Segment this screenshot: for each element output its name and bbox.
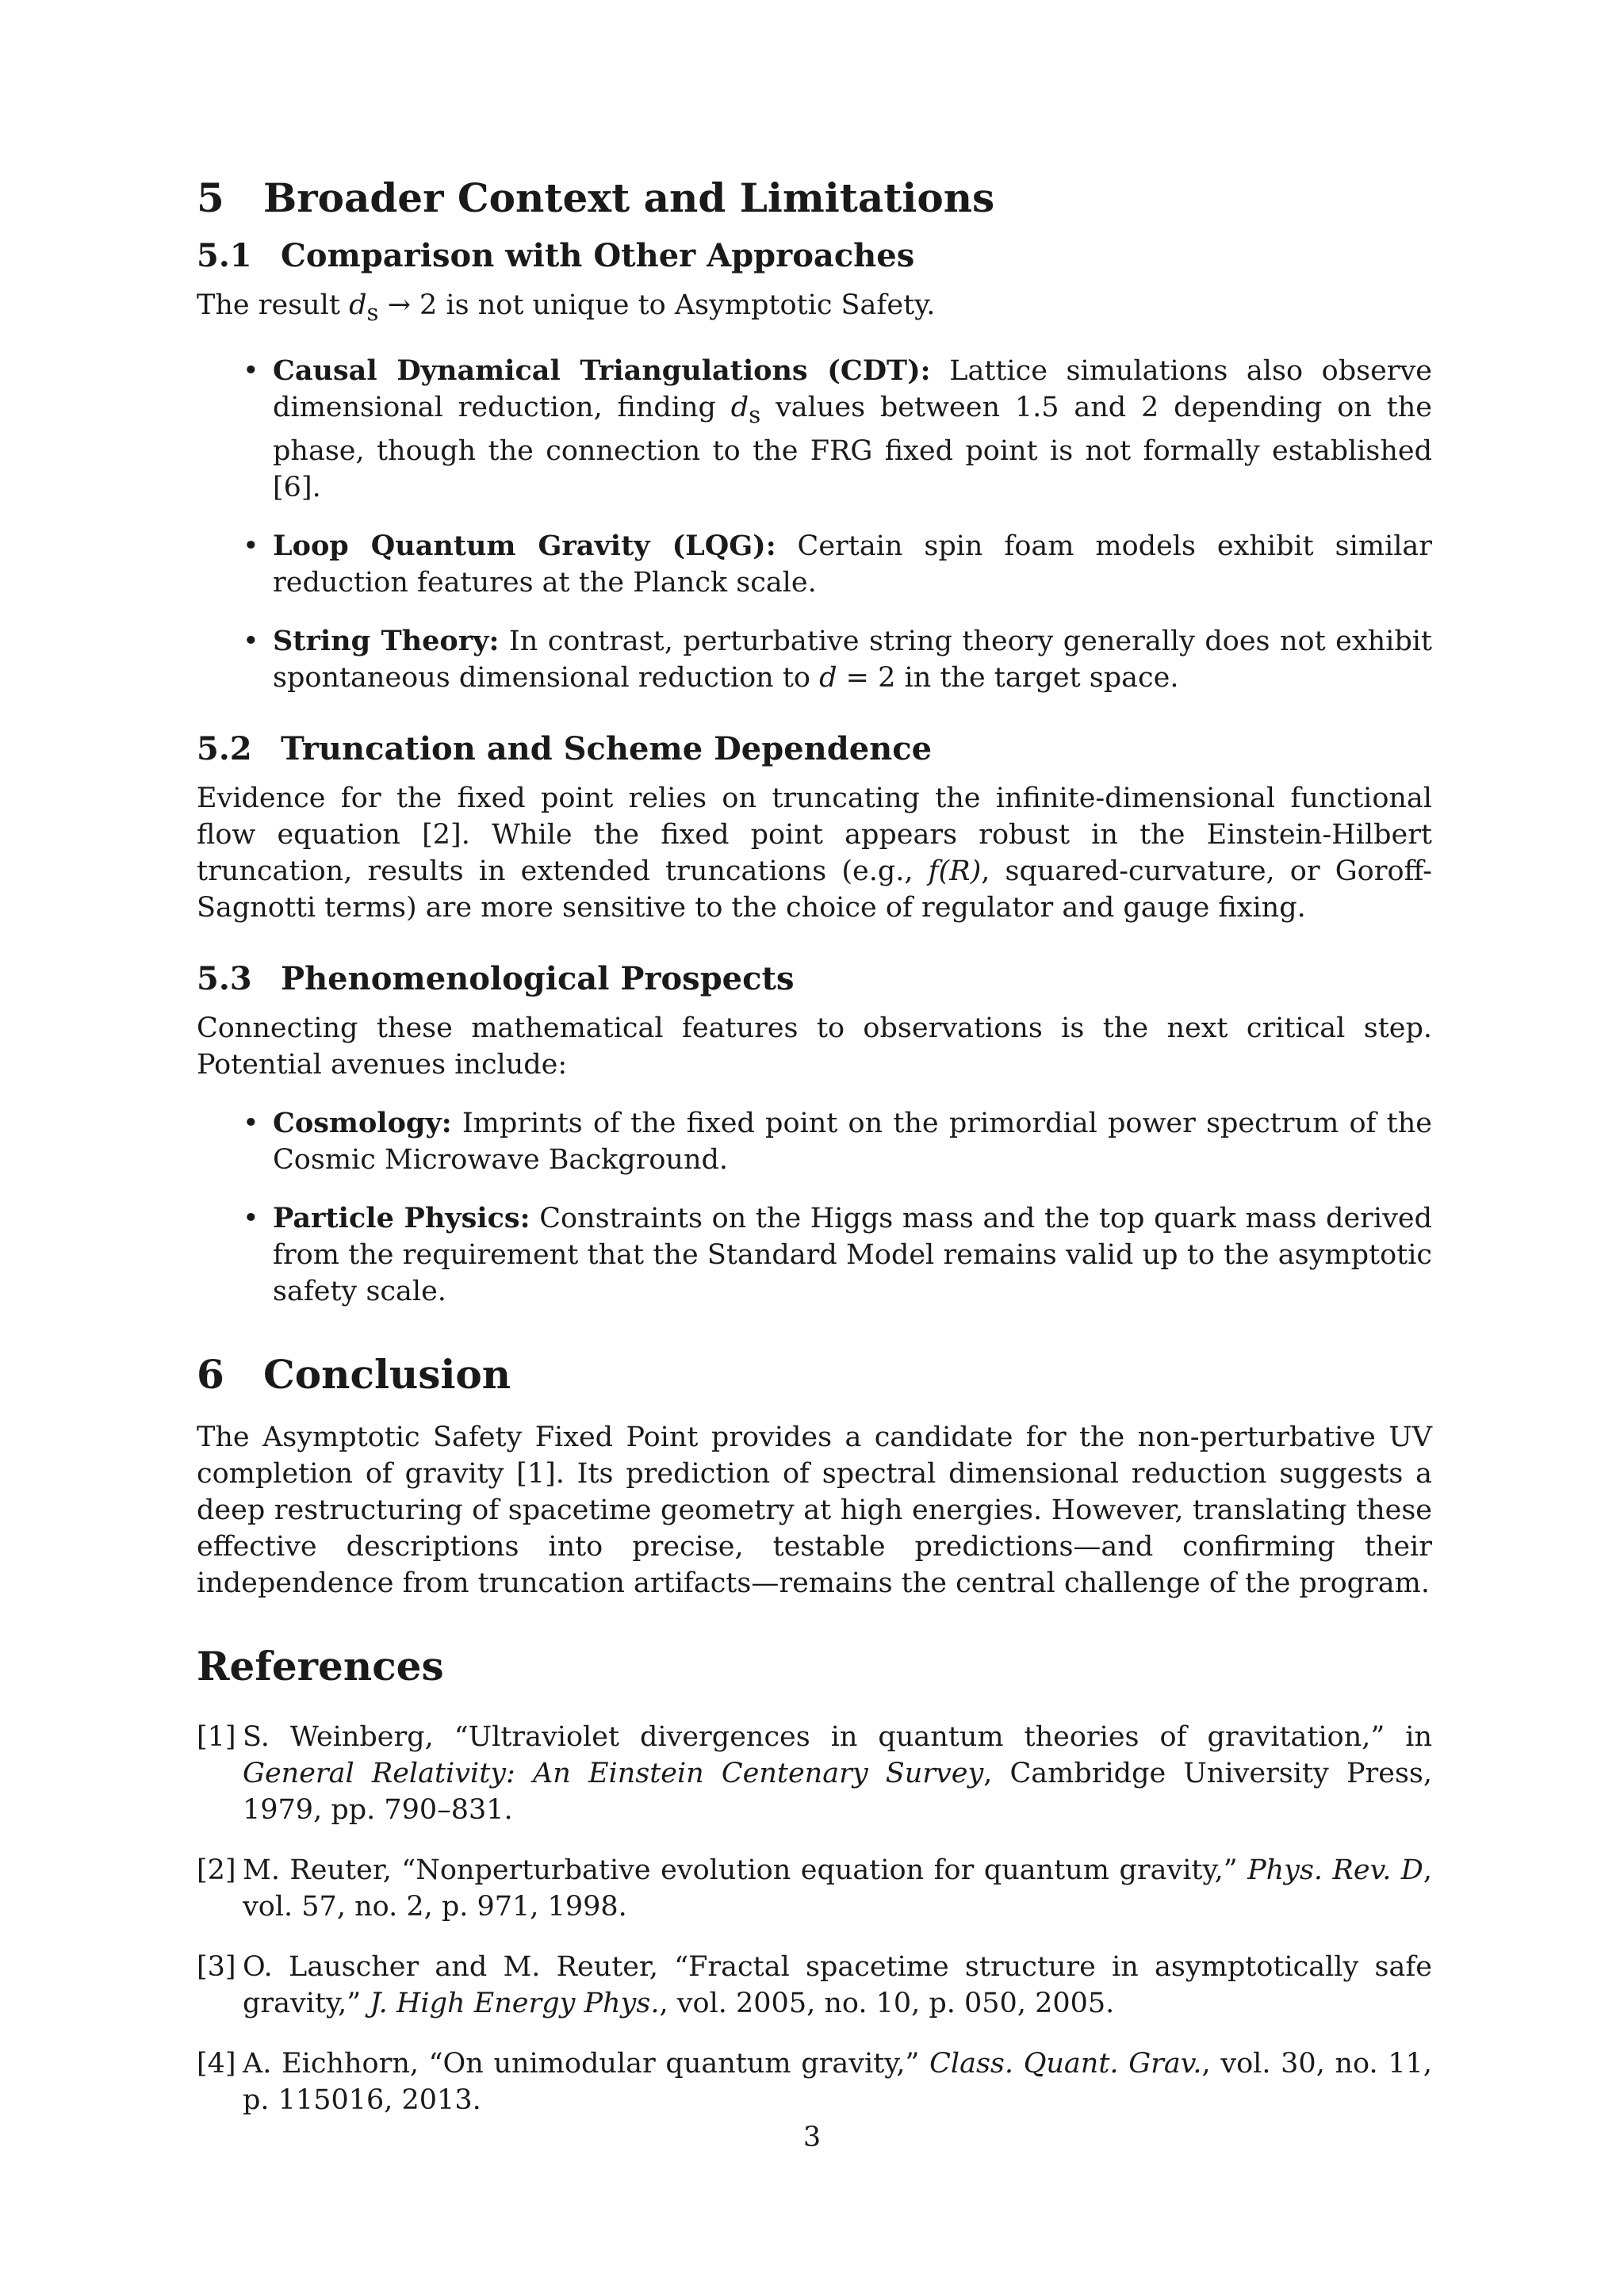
references-list [197, 1719, 1432, 2118]
text-run: Imprints of the fixed point on the primordial power spectrum of the Cosmic Microwave Background. [273, 1108, 1432, 1176]
subsection-number: 5.1 [197, 237, 252, 274]
math-d: d [349, 289, 367, 321]
reference-number: [2] [197, 1854, 236, 1886]
reference-number: [3] [197, 1951, 236, 1983]
text-run: , vol. 57, no. 2, p. 971, 1998. [243, 1854, 1432, 1923]
reference-item [197, 2045, 1432, 2118]
text-run: , vol. 30, no. 11, p. 115016, 2013. [243, 2048, 1432, 2116]
text-run: A. Eichhorn, “On unimodular quantum gravity,” [243, 2048, 930, 2080]
subsection-title: Phenomenological Prospects [281, 960, 795, 997]
approaches-list [197, 353, 1432, 696]
subsection-5-3-heading [197, 959, 1432, 999]
list-item [197, 1105, 1432, 1178]
text-run: Constraints on the Higgs mass and the top quark mass derived from the requirement that the Standard Model remains valid up to the asymptotic safety scale. [273, 1203, 1432, 1307]
text-run: is not unique to Asymptotic Safety. [437, 289, 936, 321]
text-run: values between 1.5 and 2 depending on the phase, though the connection to the FRG fixed point is not formally established [6]. [273, 392, 1432, 503]
subsection-title: Comparison with Other Approaches [281, 237, 915, 274]
paper-page [197, 174, 1432, 2142]
math-d: d [819, 662, 837, 694]
item-label: String Theory: [273, 625, 500, 657]
text-run: , Cambridge University Press, 1979, pp. 790–831. [243, 1758, 1432, 1826]
text-run: In contrast, perturbative string theory generally does not exhibit spontaneous dimensional reduction to [273, 626, 1432, 694]
math-f-of-r: f(R) [928, 855, 982, 887]
text-run: M. Reuter, “Nonperturbative evolution equation for quantum gravity,” [243, 1854, 1248, 1886]
subsection-5-1-heading [197, 236, 1432, 276]
prospects-list [197, 1105, 1432, 1310]
item-label: Cosmology: [273, 1107, 452, 1139]
reference-venue: Phys. Rev. D [1247, 1854, 1423, 1886]
text-run: Lattice simulations also observe dimensional reduction, finding [273, 355, 1432, 423]
text-run: S. Weinberg, “Ultraviolet divergences in quantum theories of gravitation,” in [243, 1721, 1432, 1753]
section-title: Conclusion [263, 1351, 511, 1398]
text-run: = 2 in the target space. [837, 662, 1179, 694]
item-label: Loop Quantum Gravity (LQG): [273, 530, 776, 562]
reference-item [197, 1719, 1432, 1828]
reference-number: [1] [197, 1721, 236, 1753]
subsection-number: 5.2 [197, 730, 252, 767]
math-subscript: s [366, 299, 379, 326]
subsection-title: Truncation and Scheme Dependence [281, 730, 933, 767]
paragraph-5-2 [197, 780, 1432, 926]
text-run: Evidence for the fixed point relies on truncating the infinite-dimensional functional flow equation [2]. While the fixed point appears robust in the Einstein-Hilbert truncation, results in extended truncations (e.g., [197, 783, 1432, 887]
text-run: , squared-curvature, or Goroff-Sagnotti terms) are more sensitive to the choice of regulator and gauge fixing. [197, 855, 1432, 924]
references-heading: References [197, 1643, 444, 1689]
subsection-5-2-heading [197, 729, 1432, 769]
math-arrow: → 2 [378, 289, 438, 321]
paragraph-5-1-intro [197, 287, 1432, 331]
section-number: 5 [197, 174, 224, 221]
section-6-heading [197, 1351, 1432, 1399]
section-number: 6 [197, 1351, 224, 1398]
text-run: Certain spin foam models exhibit similar reduction features at the Planck scale. [273, 530, 1432, 599]
list-item [197, 623, 1432, 696]
reference-venue: General Relativity: An Einstein Centenary Survey [243, 1758, 984, 1789]
item-label: Causal Dynamical Triangulations (CDT): [273, 354, 931, 387]
reference-item [197, 1949, 1432, 2022]
list-item [197, 353, 1432, 506]
section-title: Broader Context and Limitations [263, 174, 995, 221]
reference-venue: Class. Quant. Grav. [929, 2048, 1202, 2080]
subsection-number: 5.3 [197, 960, 252, 997]
text-run: The result [197, 289, 350, 321]
text-run: O. Lauscher and M. Reuter, “Fractal spacetime structure in asymptotically safe gravity,” [243, 1951, 1432, 2019]
list-item [197, 1200, 1432, 1310]
section-5-heading [197, 174, 1432, 222]
reference-item [197, 1852, 1432, 1925]
math-subscript: s [749, 401, 761, 428]
math-d: d [730, 392, 749, 423]
paragraph-5-3-intro: Connecting these mathematical features to observations is the next critical step. Potential avenues include: [197, 1012, 1432, 1081]
conclusion-paragraph: The Asymptotic Safety Fixed Point provides a candidate for the non-perturbative UV completion of gravity [1]. Its prediction of spectral dimensional reduction suggests a deep restructuring of spacetime geometry at high energies. However, translating these effective descriptions into precise, testable predictions—and confirming their independence from truncation artifacts—remains the central challenge of the program. [197, 1422, 1432, 1599]
text-run: , vol. 2005, no. 10, p. 050, 2005. [659, 1988, 1115, 2019]
reference-number: [4] [197, 2048, 236, 2080]
reference-venue: J. High Energy Phys. [370, 1988, 660, 2019]
page-number: 3 [802, 2122, 822, 2153]
list-item [197, 528, 1432, 601]
item-label: Particle Physics: [273, 1202, 530, 1234]
